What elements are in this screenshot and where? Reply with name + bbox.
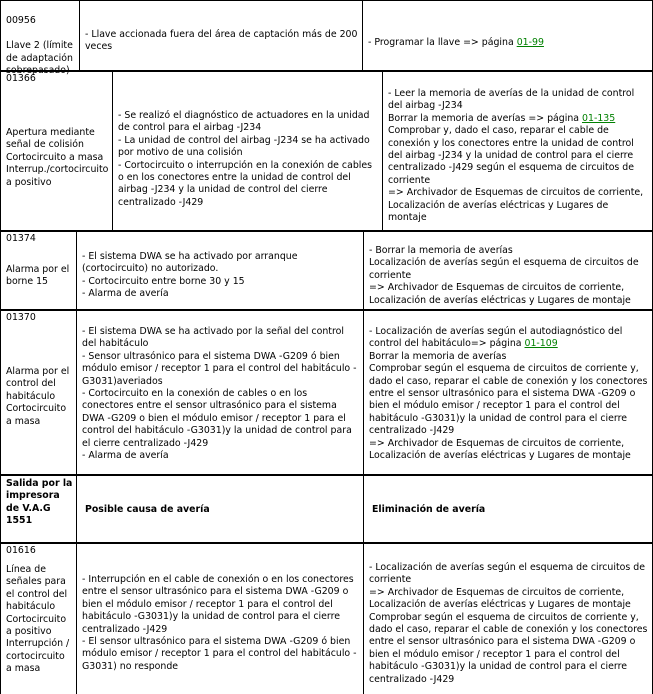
fault-symptom: Apertura mediante señal de colisión Cortocircuito a masa Interrup./cortocircuito a positivo bbox=[6, 127, 109, 188]
symptom-cell bbox=[1, 1, 80, 77]
fault-cause: - Llave accionada fuera del área de captación más de 200 veces bbox=[85, 29, 358, 53]
header-col-fix bbox=[364, 476, 652, 542]
fault-cause: - El sistema DWA se ha activado por arranque (cortocircuito) no autorizado. - Cortocircuito entre borne 30 y 15 - Alarma de avería bbox=[82, 251, 298, 300]
cause-cell bbox=[77, 544, 364, 694]
table-row bbox=[0, 231, 653, 310]
fault-symptom: Alarma por el control del habitáculo Cortocircuito a masa bbox=[6, 366, 70, 427]
fault-code: 01374 bbox=[6, 233, 36, 244]
fault-code: 01370 bbox=[6, 312, 36, 323]
fix-cell: - Leer la memoria de averías de la unidad de control del airbag -J234 Borrar la memoria de averías => página 01-135 Comprobar y, dado el caso, reparar el cable de conexión y los conectores entre la unidad de control del airbag -J234 y la unidad de control para el cierre centralizado -J429 según el esquema de circuitos de corriente => Archivador de Esquemas de circuitos de corriente, Localización de averías eléctricas y Lugares de montaje bbox=[388, 88, 644, 224]
symptom-cell bbox=[1, 72, 113, 230]
table-row bbox=[0, 0, 653, 77]
table-row bbox=[0, 310, 653, 475]
header-col-cause bbox=[77, 476, 364, 542]
table-header bbox=[0, 475, 653, 543]
fault-symptom: Llave 2 (límite de adaptación sobrepasado) bbox=[6, 40, 73, 77]
cause-cell bbox=[77, 311, 364, 474]
page-link[interactable]: 01-135 bbox=[582, 112, 616, 124]
table-row bbox=[0, 543, 653, 694]
fault-code: 01616 bbox=[6, 545, 36, 556]
fix-text: - Localización de averías según el autodiagnóstico del control del habitáculo=> página bbox=[369, 326, 623, 350]
header-fix-label: Eliminación de avería bbox=[372, 504, 486, 515]
fault-code: 01366 bbox=[6, 73, 36, 84]
fix-text: - Localización de averías según el esquema de circuitos de corriente => Archivador de Esquemas de circuitos de corriente, Localización de averías eléctricas y Lugares de montaje Comprobar según el esquema de circuitos de corriente y, dado el caso, reparar el cable de conexión y los conectores entre el sensor ultrasónico para el sistema DWA -G209 o bien el módulo emisor / receptor 1 para el control del habitáculo -G3031)y la unidad de control para el cierre centralizado -J429 bbox=[369, 562, 648, 685]
fault-cause: - El sistema DWA se ha activado por la señal del control del habitáculo - Sensor ultrasónico para el sistema DWA -G209 ó bien módulo emisor / receptor 1 para el control del habitáculo -G3031)averiados - Cortocircuito en la conexión de cables o en los conectores entre el sensor ultrasónico para el sistema DWA -G209 o bien el módulo emisor / receptor 1 para el control del habitáculo -G3031)y la unidad de control para el cierre centralizado -J429 - Alarma de avería bbox=[82, 326, 357, 462]
fix-text: - Borrar la memoria de averías Localización de averías según el esquema de circuitos de corriente => Archivador de Esquemas de circuitos de corriente, Localización de averías eléctricas y Lugares de montaje bbox=[369, 245, 639, 306]
fix-text: - Leer la memoria de averías de la unidad de control del airbag -J234 Borrar la memoria de averías => página bbox=[388, 88, 635, 124]
header-col-output bbox=[1, 476, 77, 542]
cause-cell bbox=[80, 1, 363, 70]
symptom-cell bbox=[1, 311, 77, 474]
page-link[interactable]: 01-99 bbox=[516, 37, 544, 48]
cause-cell bbox=[113, 72, 383, 230]
fix-cell bbox=[364, 544, 652, 694]
symptom-cell bbox=[1, 544, 77, 694]
page-link[interactable]: 01-109 bbox=[524, 338, 558, 350]
fault-cause: - Se realizó el diagnóstico de actuadores en la unidad de control para el airbag -J234 - La unidad de control del airbag -J234 se ha activado por motivo de una colisión - Cortocircuito o interrupción en la conexión de cables o en los conectores entre la unidad de control del airbag -J234 y la unidad de control del cierre centralizado -J429 bbox=[118, 110, 373, 208]
fault-symptom: Línea de señales para el control del habitáculo Cortocircuito a positivo Interrupción / cortocircuito a masa bbox=[6, 564, 70, 675]
fix-cell: - Localización de averías según el autodiagnóstico del control del habitáculo=> página 01-109 Borrar la memoria de averías Comprobar según el esquema de circuitos de corriente y, dado el caso, reparar el cable de conexión y los conectores entre el sensor ultrasónico para el sistema DWA -G209 o bien el módulo emisor / receptor 1 para el control del habitáculo -G3031)y la unidad de control para el cierre centralizado -J429 => Archivador de Esquemas de circuitos de corriente, Localización de averías eléctricas y Lugares de montaje bbox=[369, 326, 648, 462]
fault-code: 00956 bbox=[6, 15, 36, 27]
fix-text: - Programar la llave => página bbox=[368, 37, 517, 48]
symptom-cell bbox=[1, 232, 77, 309]
fault-symptom: Alarma por el borne 15 bbox=[6, 264, 70, 288]
fix-cell bbox=[363, 1, 652, 70]
fix-cell bbox=[364, 232, 652, 309]
cause-cell bbox=[77, 232, 364, 309]
table-row bbox=[0, 71, 653, 231]
header-output-label: Salida por la impresora de V.A.G 1551 bbox=[6, 478, 73, 527]
fault-cause: - Interrupción en el cable de conexión o en los conectores entre el sensor ultrasónico para el sistema DWA -G209 o bien el módulo emisor / receptor 1 para el control del habitáculo -G3031)y la unidad de control para el cierre centralizado -J429 - El sensor ultrasónico para el sistema DWA -G209 ó bien módulo emisor / receptor 1 para el control del habitáculo -G3031) no responde bbox=[82, 574, 357, 672]
header-cause-label: Posible causa de avería bbox=[85, 504, 210, 515]
